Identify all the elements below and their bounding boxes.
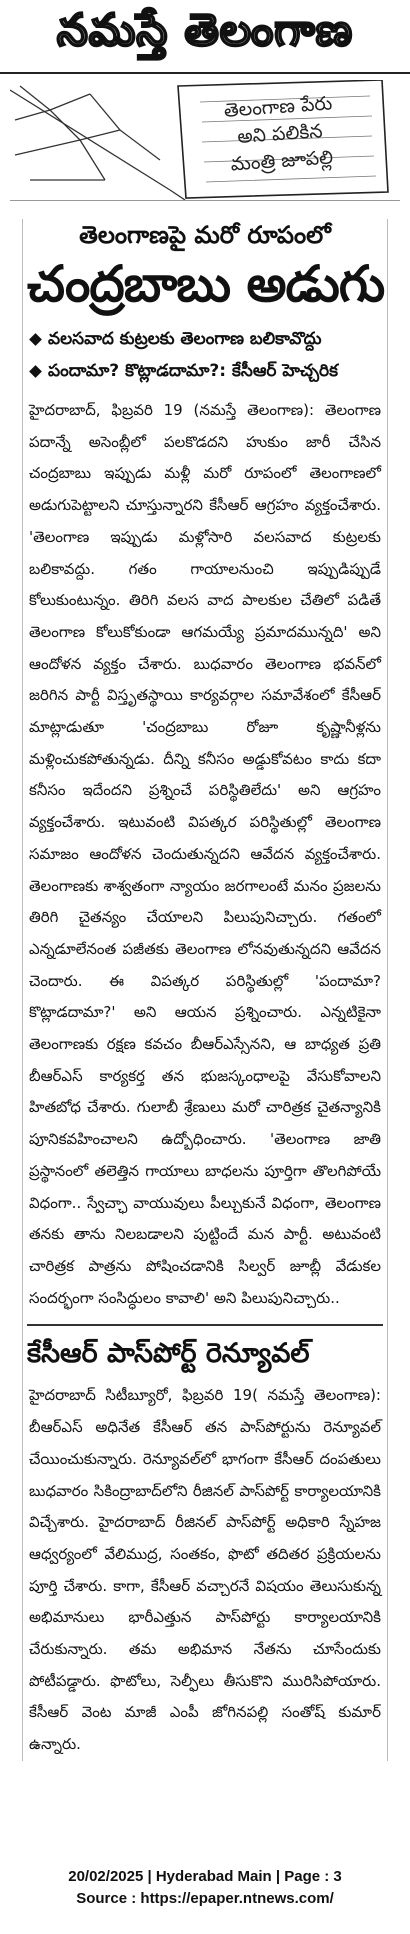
highlight-list — [27, 323, 383, 387]
cartoon — [10, 80, 400, 201]
article-kicker: తెలంగాణపై మరో రూపంలో — [79, 221, 331, 249]
highlight-text: వలసవాద కుట్రలకు తెలంగాణ బలికావొద్దు — [48, 329, 322, 349]
diamond-bullet-icon — [29, 333, 42, 346]
main-article — [0, 219, 410, 1761]
highlight-item — [27, 323, 383, 355]
diamond-bullet-icon — [29, 365, 42, 378]
highlight-item — [27, 355, 383, 387]
article-box — [22, 219, 388, 1761]
article-headline: చంద్రబాబు అడుగు — [27, 255, 385, 313]
edition-info: 20/02/2025 | Hyderabad Main | Page : 3 — [68, 1868, 342, 1885]
newspaper-title: నమస్తే తెలంగాణ — [56, 5, 354, 56]
article2-body: హైదరాబాద్ సిటీబ్యూరో, ఫిబ్రవరి 19( నమస్తే తెలంగాణ): బీఆర్ఎస్ అధినేత కేసీఆర్ తన పాస్‌పోర్టును రెన్యూవల్ చేయించుకున్నారు. రెన్యూవల్‌లో భాగంగా కేసీఆర్ దంపతులు బుధవారం సికింద్రాబాద్‌లోని రీజినల్ పాస్‌పోర్ట్ కార్యాలయానికి విచ్చేశారు. హైదరాబాద్ రీజినల్ పాస్‌పోర్ట్ అధికారి స్నేహజ ఆధ్వర్యంలో వేలిముద్ర, సంతకం, ఫొటో తదితర ప్రక్రియలను పూర్తి చేశారు. కాగా, కేసీఆర్ వచ్చారనే విషయం తెలుసుకున్న అభిమానులు భారీఎత్తున పాస్‌పోర్టు కార్యాలయానికి చేరుకున్నారు. తమ అభిమాన నేతను చూసేందుకు పోటీపడ్డారు. ఫొటోలు, సెల్ఫీలు తీసుకొని మురిసిపోయారు. కేసీఆర్ వెంట మాజీ ఎంపీ జోగినపల్లి సంతోష్ కుమార్ ఉన్నారు. — [29, 1386, 381, 1754]
page-footer — [0, 1866, 410, 1910]
section-divider — [27, 1324, 383, 1326]
cartoon-paper-text — [177, 87, 382, 182]
article-body: హైదరాబాద్, ఫిబ్రవరి 19 (నమస్తే తెలంగాణ): తెలంగాణ పదాన్నే అసెంబ్లీలో పలకొడదని హుకుం జారీ చేసిన చంద్రబాబు ఇప్పుడు మళ్లీ మరో రూపంలో తెలంగాణలో అడుగుపెట్టాలని చూస్తున్నారని కేసీఆర్ ఆగ్రహం వ్యక్తంచేశారు. 'తెలంగాణ ఇప్పుడు మళ్లోసారి వలసవాద కుట్రలకు బలికావద్దు. గతం గాయాలనుంచి ఇప్పుడిప్పుడే కోలుకుంటున్నం. తిరిగి వలస వాద పాలకుల చేతిలో పడితే తెలంగాణ కోలుకోకుండా ఆగమయ్యే ప్రమాదమున్నది' అని ఆందోళన వ్యక్తం చేశారు. బుధవారం తెలంగాణ భవన్‌లో జరిగిన పార్టీ విస్తృతస్థాయి కార్యవర్గాల సమావేశంలో కేసీఆర్ మాట్లాడుతూ 'చంద్రబాబు రోజూ కృష్ణానీళ్లను మళ్లించుకపోతున్నడు. దీన్ని కనీసం అడ్డుకోవటం కాదు కదా కనీసం ఇదేందని ప్రశ్నించే పరిస్థితిలేదు' అని ఆగ్రహం వ్యక్తంచేశారు. ఇటువంటి విపత్కర పరిస్థితుల్లో తెలంగాణ సమాజం ఆందోళన చెందుతున్నదని ఆవేదన వ్యక్తంచేశారు. తెలంగాణకు శాశ్వతంగా న్యాయం జరగాలంటే మనం ప్రజలను తిరిగి చైతన్యం చేయాలని పిలుపునిచ్చారు. గతంలో ఎన్నడూలేనంత పజీతకు తెలంగాణ లోనవుతున్నదని ఆవేదన చెందారు. ఈ విపత్కర పరిస్థితుల్లో 'పందామా? కొట్లాడదామా?' అని ఆయన ప్రశ్నించారు. ఎన్నటికైనా తెలంగాణకు రక్షణ కవచం బీఆర్ఎస్సేనని, ఆ బాధ్యత ప్రతి బీఆర్ఎస్ కార్యకర్త తన భుజస్కంధాలపై వేసుకోవాలని హితబోధ చేశారు. గులాబీ శ్రేణులు మరో చారిత్రక చైతన్యానికి పూనికవహించాలని ఉద్బోధించారు. 'తెలంగాణ జాతి ప్రస్థానంలో తలెత్తిన గాయాలు బాధలను పూర్తిగా తొలగిపోయే విధంగా.. స్వేచ్ఛా వాయువులు పీల్చుకునే విధంగా, తెలంగాణ తనకు తాను నిలబడాలని పుట్టిందే మన పార్టీ. అటువంటి చారిత్రక పాత్రను పోషించడానికి సిల్వర్ జూబ్లీ వేడుకల సందర్భంగా సంసిద్ధులం కావాలి' అని పిలుపునిచ్చారు.. — [29, 401, 381, 1307]
highlight-text: పందామా? కొట్లాడదామా?: కేసీఆర్ హెచ్చరిక — [48, 361, 338, 381]
cartoon-line: తెలంగాణ పేరు — [223, 92, 333, 122]
masthead — [0, 0, 410, 74]
cartoon-line: అని పలికిన — [236, 120, 324, 148]
source-link[interactable]: Source : https://epaper.ntnews.com/ — [76, 1890, 334, 1907]
article2-headline: కేసీఆర్ పాస్‌పోర్ట్ రెన్యూవల్ — [27, 1338, 310, 1370]
cartoon-line: మంత్రి జూపల్లి — [229, 146, 334, 176]
